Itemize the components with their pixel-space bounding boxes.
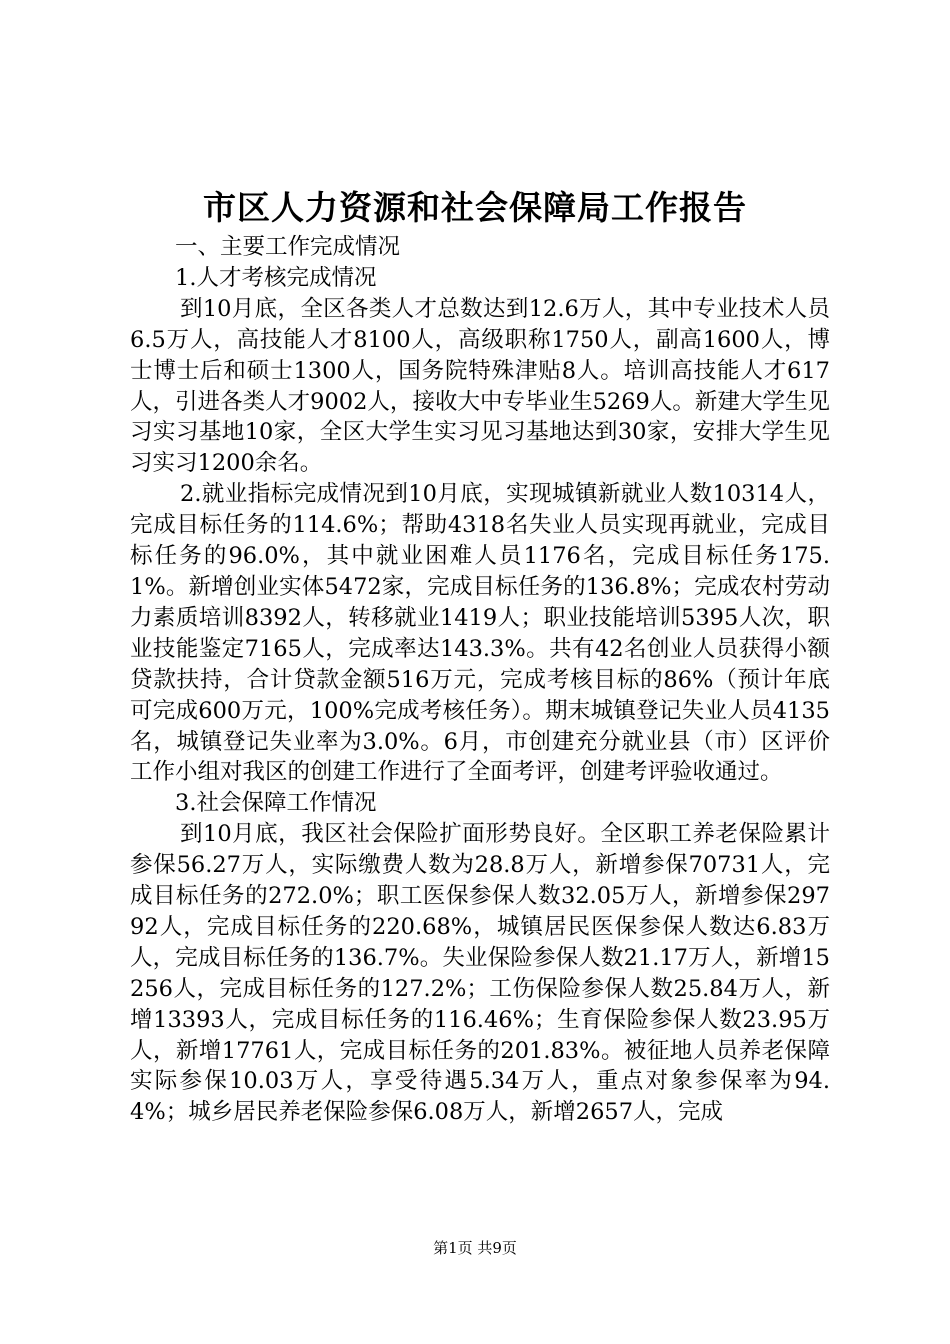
paragraph-talent: 到10月底，全区各类人才总数达到12.6万人，其中专业技术人员6.5万人，高技能人才8100人，高级职称1750人，副高1600人，博士博士后和硕士1300人，国务院特殊津贴8人。培训高技能人才617人，引进各类人才9002人，接收大中专毕业生5269人。新建大学生见习实习基地10家，全区大学生实习见习基地达到30家，安排大学生见习实习1200余名。 — [130, 295, 830, 477]
section-heading: 一、主要工作完成情况 — [175, 234, 401, 260]
subsection-heading-talent: 1.人才考核完成情况 — [175, 264, 377, 291]
document-body — [130, 232, 830, 1128]
document-title: 市区人力资源和社会保障局工作报告 — [203, 188, 747, 227]
subsection-heading-social-security: 3.社会保障工作情况 — [175, 790, 377, 817]
paragraph-employment: 2.就业指标完成情况到10月底，实现城镇新就业人数10314人，完成目标任务的114.6%；帮助4318名失业人员实现再就业，完成目标任务的96.0%，其中就业困难人员1176名，完成目标任务175.1%。新增创业实体5472家，完成目标任务的136.8%；完成农村劳动力素质培训8392人，转移就业1419人；职业技能培训5395人次，职业技能鉴定7165人，完成率达143.3%。共有42名创业人员获得小额贷款扶持，合计贷款金额516万元，完成考核目标的86%（预计年底可完成600万元，100%完成考核任务）。期末城镇登记失业人员4135名，城镇登记失业率为3.0%。6月，市创建充分就业县（市）区评价工作小组对我区的创建工作进行了全面考评，创建考评验收通过。 — [130, 481, 830, 786]
page-number: 第1页 共9页 — [433, 1239, 517, 1257]
paragraph-social-security: 到10月底，我区社会保险扩面形势良好。全区职工养老保险累计参保56.27万人，实际缴费人数为28.8万人，新增参保70731人，完成目标任务的272.0%；职工医保参保人数32.05万人，新增参保29792人，完成目标任务的220.68%，城镇居民医保参保人数达6.83万人，完成目标任务的136.7%。失业保险参保人数21.17万人，新增15256人，完成目标任务的127.2%；工伤保险参保人数25.84万人，新增13393人，完成目标任务的116.46%；生育保险参保人数23.95万人，新增17761人，完成目标任务的201.83%。被征地人员养老保障实际参保10.03万人，享受待遇5.34万人，重点对象参保率为94.4%；城乡居民养老保险参保6.08万人，新增2657人，完成 — [130, 821, 830, 1126]
